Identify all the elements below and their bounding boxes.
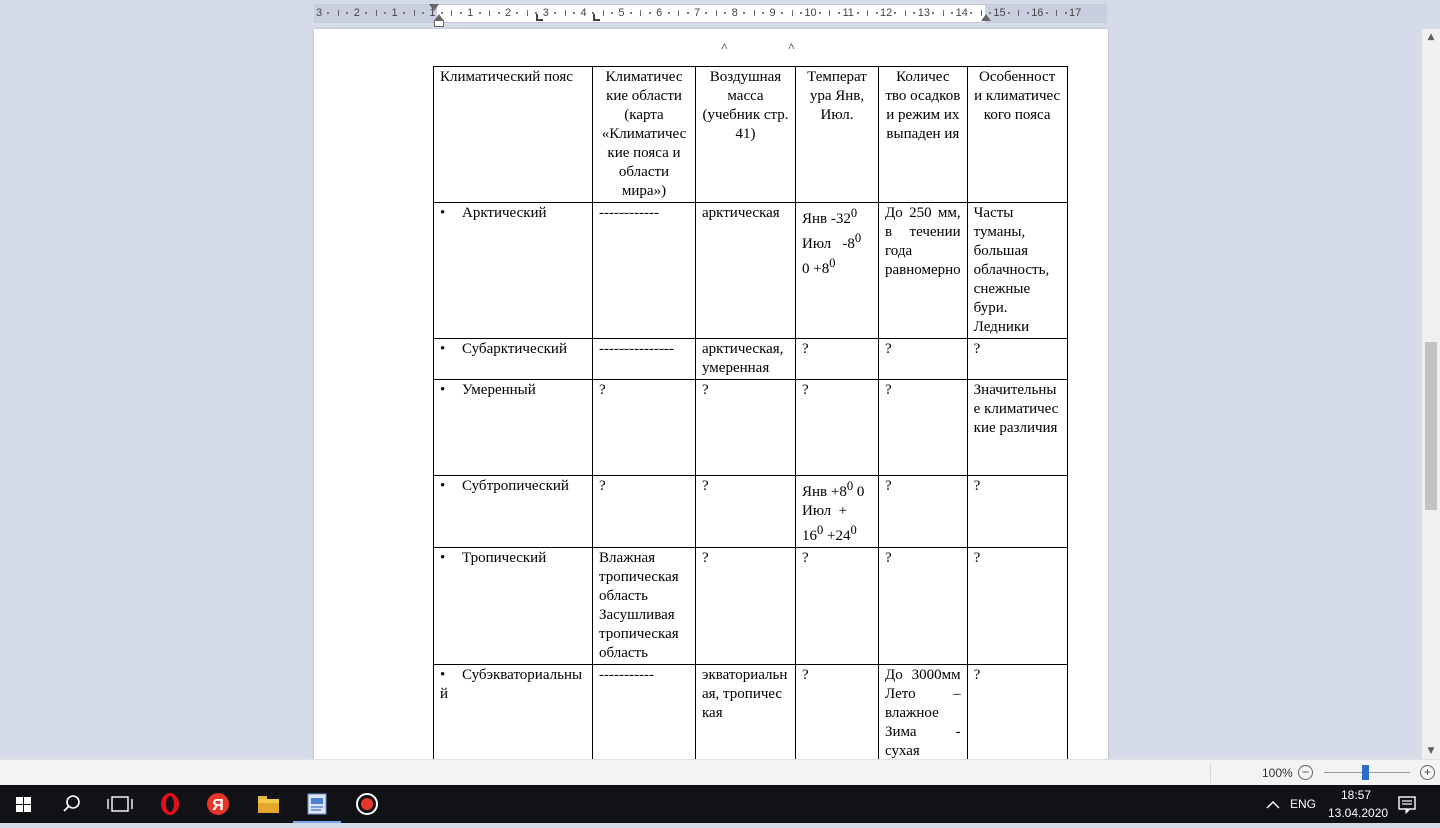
right-indent-marker[interactable] bbox=[981, 14, 991, 21]
ruler-dot bbox=[554, 12, 556, 14]
ruler-tick bbox=[376, 10, 377, 16]
ruler-label: 14 bbox=[955, 7, 968, 19]
cell-regions[interactable]: ? bbox=[593, 380, 696, 476]
ruler-dot bbox=[384, 12, 386, 14]
ruler-dot bbox=[932, 12, 934, 14]
chevron-up-icon bbox=[1260, 785, 1286, 823]
ruler-dot bbox=[498, 12, 500, 14]
cell-precipitation[interactable]: До 250 мм, в течении года равномерно bbox=[879, 203, 968, 339]
degree-sup: 0 bbox=[817, 523, 824, 537]
ruler-dot bbox=[630, 12, 632, 14]
table-row bbox=[434, 339, 1068, 380]
ruler-label: 13 bbox=[917, 7, 931, 19]
ruler-dot bbox=[327, 12, 329, 14]
cell-regions[interactable]: ? bbox=[593, 476, 696, 548]
ruler-dot bbox=[705, 12, 707, 14]
climate-table[interactable] bbox=[433, 66, 1068, 780]
clock-time[interactable]: 18:57 bbox=[1341, 788, 1372, 802]
table-header-row bbox=[434, 67, 1068, 203]
cell-zone[interactable] bbox=[434, 203, 593, 339]
opera-icon bbox=[146, 785, 194, 823]
ruler-dot bbox=[724, 12, 726, 14]
zone-label: Субэкваториальный bbox=[440, 667, 583, 702]
degree-sup: 0 bbox=[846, 479, 854, 493]
zoom-in-button[interactable]: + bbox=[1420, 765, 1435, 780]
ruler-dot bbox=[687, 12, 689, 14]
ruler-label: 8 bbox=[731, 7, 738, 19]
bullet: • bbox=[440, 382, 446, 398]
cell-zone[interactable] bbox=[434, 380, 593, 476]
cell-air-mass[interactable]: ? bbox=[696, 476, 796, 548]
ruler-dot bbox=[479, 12, 481, 14]
degree-sup: 0 bbox=[854, 231, 862, 245]
cell-regions[interactable]: ------------ bbox=[593, 203, 696, 339]
ruler-tick bbox=[1018, 10, 1019, 16]
ruler-dot bbox=[876, 12, 878, 14]
input-language[interactable]: ENG bbox=[1290, 797, 1317, 811]
header-features[interactable]: Особенност и климатичес кого пояса bbox=[967, 67, 1067, 203]
ruler-label: 10 bbox=[804, 7, 817, 19]
status-separator bbox=[1210, 763, 1211, 783]
ruler-tick bbox=[943, 10, 944, 16]
degree-sup: 0 bbox=[850, 206, 858, 220]
text-fragment-mark: ˄ bbox=[788, 39, 795, 53]
ruler-dot bbox=[346, 12, 348, 14]
ruler-dot bbox=[460, 12, 462, 14]
cell-zone[interactable] bbox=[434, 548, 593, 665]
ruler-label: 1 bbox=[467, 7, 474, 19]
header-precipitation[interactable]: Количес тво осадков и режим их выпаден ия bbox=[879, 67, 968, 203]
temp-jan: Янв +8 bbox=[802, 484, 847, 500]
ruler-dot bbox=[951, 12, 953, 14]
cell-temperature[interactable]: ? bbox=[796, 380, 879, 476]
cell-features[interactable]: ? bbox=[967, 665, 1067, 780]
ruler-label: 9 bbox=[769, 7, 776, 19]
table-row bbox=[434, 548, 1068, 665]
cell-features[interactable]: ? bbox=[967, 548, 1067, 665]
left-indent-marker[interactable] bbox=[434, 20, 444, 27]
show-hidden-icons-button[interactable] bbox=[1260, 785, 1286, 823]
ruler-label: 2 bbox=[504, 7, 512, 19]
ruler-label: 1 bbox=[429, 7, 436, 19]
taskbar bbox=[0, 785, 1440, 823]
header-regions[interactable]: Климатичес кие области (карта «Климатичес кие пояса и области мира») bbox=[593, 67, 696, 203]
temp-jul-cont: 0 +8 bbox=[802, 261, 830, 277]
ruler-tick bbox=[640, 10, 641, 16]
cell-regions[interactable]: ----------- bbox=[593, 665, 696, 780]
ruler-dot bbox=[422, 12, 424, 14]
ruler-tick bbox=[754, 10, 755, 16]
search-icon bbox=[48, 785, 96, 823]
zone-label: Умеренный bbox=[462, 382, 536, 398]
ruler-dot bbox=[668, 12, 670, 14]
ruler-tick bbox=[338, 10, 339, 16]
taskbar-app-explorer[interactable] bbox=[244, 785, 292, 823]
taskbar-app-editor[interactable] bbox=[293, 785, 341, 823]
cell-temperature[interactable]: ? bbox=[796, 665, 879, 780]
zone-label: Субтропический bbox=[462, 478, 569, 494]
vertical-scrollbar[interactable] bbox=[1422, 29, 1440, 759]
ruler-label: 4 bbox=[580, 7, 587, 19]
temp-jan-tail: 0 bbox=[853, 484, 865, 500]
text-fragment-mark: ˄ bbox=[721, 39, 728, 53]
ruler-dot bbox=[970, 12, 972, 14]
table-row bbox=[434, 203, 1068, 339]
ruler-dot bbox=[894, 12, 896, 14]
cell-zone[interactable] bbox=[434, 476, 593, 548]
ruler-dot bbox=[1065, 12, 1067, 14]
ruler-dot bbox=[913, 12, 915, 14]
degree-sup: 0 bbox=[829, 256, 836, 270]
ruler-dot bbox=[819, 12, 821, 14]
ruler-tick bbox=[716, 10, 717, 16]
action-center-button[interactable] bbox=[1392, 785, 1422, 823]
task-view-button[interactable] bbox=[96, 785, 144, 823]
ruler-dot bbox=[800, 12, 802, 14]
ruler-tick bbox=[867, 10, 868, 16]
table-row bbox=[434, 476, 1068, 548]
cell-features[interactable]: ? bbox=[967, 339, 1067, 380]
ruler-tick bbox=[792, 10, 793, 16]
ruler-dot bbox=[1027, 12, 1029, 14]
bullet: • bbox=[440, 205, 446, 221]
record-icon bbox=[342, 785, 390, 823]
degree-sup: 0 bbox=[850, 523, 857, 537]
ruler-label: 1 bbox=[391, 7, 398, 19]
scroll-up-icon[interactable]: ▲ bbox=[1427, 32, 1435, 42]
cell-precipitation[interactable]: ? bbox=[879, 548, 968, 665]
zoom-out-button[interactable]: − bbox=[1298, 765, 1313, 780]
zone-label: Субарктический bbox=[462, 341, 567, 357]
ruler-label: 3 bbox=[542, 7, 549, 19]
cell-regions[interactable]: Влажная тропическая область Засушливая тропическая область bbox=[593, 548, 696, 665]
header-zone[interactable]: Климатический пояс bbox=[434, 67, 593, 203]
bullet: • bbox=[440, 478, 446, 494]
cell-temperature[interactable]: ? bbox=[796, 548, 879, 665]
ruler-label: 2 bbox=[353, 7, 360, 19]
svg-text:Я: Я bbox=[212, 797, 224, 814]
task-view-icon bbox=[96, 785, 144, 823]
ruler-dot bbox=[516, 12, 518, 14]
ruler-dot bbox=[743, 12, 745, 14]
zoom-level[interactable]: 100% bbox=[1262, 766, 1293, 780]
scroll-thumb[interactable] bbox=[1425, 342, 1437, 510]
ruler-dot bbox=[762, 12, 764, 14]
cell-air-mass[interactable]: ? bbox=[696, 380, 796, 476]
cell-temperature[interactable] bbox=[796, 203, 879, 339]
cell-temperature[interactable] bbox=[796, 476, 879, 548]
header-air-mass[interactable]: Воздушная масса (учебник стр. 41) bbox=[696, 67, 796, 203]
cell-features[interactable]: ? bbox=[967, 476, 1067, 548]
folder-icon bbox=[244, 785, 292, 823]
zoom-slider-thumb[interactable] bbox=[1362, 765, 1369, 780]
table-row bbox=[434, 380, 1068, 476]
cell-air-mass[interactable]: ? bbox=[696, 548, 796, 665]
ruler-label: 6 bbox=[656, 7, 663, 19]
ruler-label: 5 bbox=[618, 7, 625, 19]
ruler-label: 11 bbox=[842, 7, 854, 19]
cell-features[interactable]: Значительные климатические различия bbox=[967, 380, 1067, 476]
ruler-dot bbox=[1046, 12, 1048, 14]
zone-label: Арктический bbox=[462, 205, 547, 221]
status-bar bbox=[0, 759, 1440, 786]
cell-regions[interactable]: --------------- bbox=[593, 339, 696, 380]
ruler-tick bbox=[603, 10, 604, 16]
tab-stop-2[interactable] bbox=[593, 14, 600, 21]
cell-features[interactable]: Часты туманы, большая облачность, снежные бури. Ледники bbox=[967, 203, 1067, 339]
horizontal-ruler[interactable] bbox=[314, 4, 1107, 23]
ruler-label: 7 bbox=[693, 7, 701, 19]
bullet: • bbox=[440, 341, 446, 357]
taskbar-app-yandex[interactable] bbox=[194, 785, 242, 823]
ruler-tick bbox=[527, 10, 528, 16]
bullet: • bbox=[440, 550, 446, 566]
temp-jul-low: 16 bbox=[802, 528, 817, 544]
windows-icon bbox=[0, 785, 48, 823]
zone-label: Тропический bbox=[462, 550, 547, 566]
taskbar-app-recorder[interactable] bbox=[342, 785, 390, 823]
taskbar-app-opera[interactable] bbox=[146, 785, 194, 823]
cell-precipitation[interactable]: ? bbox=[879, 476, 968, 548]
ruler-dot bbox=[838, 12, 840, 14]
header-temperature[interactable]: Температ ура Янв, Июл. bbox=[796, 67, 879, 203]
ruler-dot bbox=[1008, 12, 1010, 14]
ruler-dot bbox=[365, 12, 367, 14]
ruler-label: 15 bbox=[993, 7, 1006, 19]
temp-jul-high: +24 bbox=[823, 528, 851, 544]
bullet: • bbox=[440, 667, 446, 683]
document-editor-icon bbox=[293, 785, 341, 821]
cell-temperature[interactable]: ? bbox=[796, 339, 879, 380]
search-button[interactable] bbox=[48, 785, 96, 823]
yandex-browser-icon bbox=[194, 785, 242, 823]
cell-zone[interactable] bbox=[434, 339, 593, 380]
ruler-tick bbox=[451, 10, 452, 16]
ruler-dot bbox=[573, 12, 575, 14]
ruler-tick bbox=[1056, 10, 1057, 16]
scroll-down-icon[interactable]: ▼ bbox=[1427, 746, 1435, 756]
document-page[interactable] bbox=[314, 29, 1108, 759]
start-button[interactable] bbox=[0, 785, 48, 823]
cell-air-mass[interactable]: экваториальная, тропическая bbox=[696, 665, 796, 780]
clock-date[interactable]: 13.04.2020 bbox=[1328, 806, 1389, 820]
action-center-icon bbox=[1392, 785, 1422, 823]
ruler-tick bbox=[565, 10, 566, 16]
ruler-dot bbox=[403, 12, 405, 14]
ruler-label: 3 bbox=[315, 7, 323, 19]
ruler-dot bbox=[649, 12, 651, 14]
ruler-tick bbox=[678, 10, 679, 16]
ruler-tick bbox=[905, 10, 906, 16]
ruler-dot bbox=[781, 12, 783, 14]
temp-jul: Июл -8 bbox=[802, 236, 855, 252]
temp-jul: Июл + bbox=[802, 503, 848, 519]
cell-precipitation[interactable]: ? bbox=[879, 380, 968, 476]
tab-stop-1[interactable] bbox=[536, 14, 543, 21]
cell-air-mass[interactable]: арктическая bbox=[696, 203, 796, 339]
ruler-label: 12 bbox=[880, 7, 893, 19]
temp-jan: Янв -32 bbox=[802, 211, 851, 227]
ruler-dot bbox=[857, 12, 859, 14]
cell-precipitation[interactable]: ? bbox=[879, 339, 968, 380]
ruler-label: 16 bbox=[1031, 7, 1044, 19]
ruler-dot bbox=[611, 12, 613, 14]
ruler-tick bbox=[414, 10, 415, 16]
first-line-indent-marker[interactable] bbox=[429, 4, 439, 11]
cell-air-mass[interactable]: арктическая, умеренная bbox=[696, 339, 796, 380]
cell-precipitation[interactable]: До 3000мм Лето – влажное Зима - сухая bbox=[879, 665, 968, 780]
ruler-tick bbox=[489, 10, 490, 16]
ruler-label: 17 bbox=[1069, 7, 1082, 19]
ruler-tick bbox=[829, 10, 830, 16]
